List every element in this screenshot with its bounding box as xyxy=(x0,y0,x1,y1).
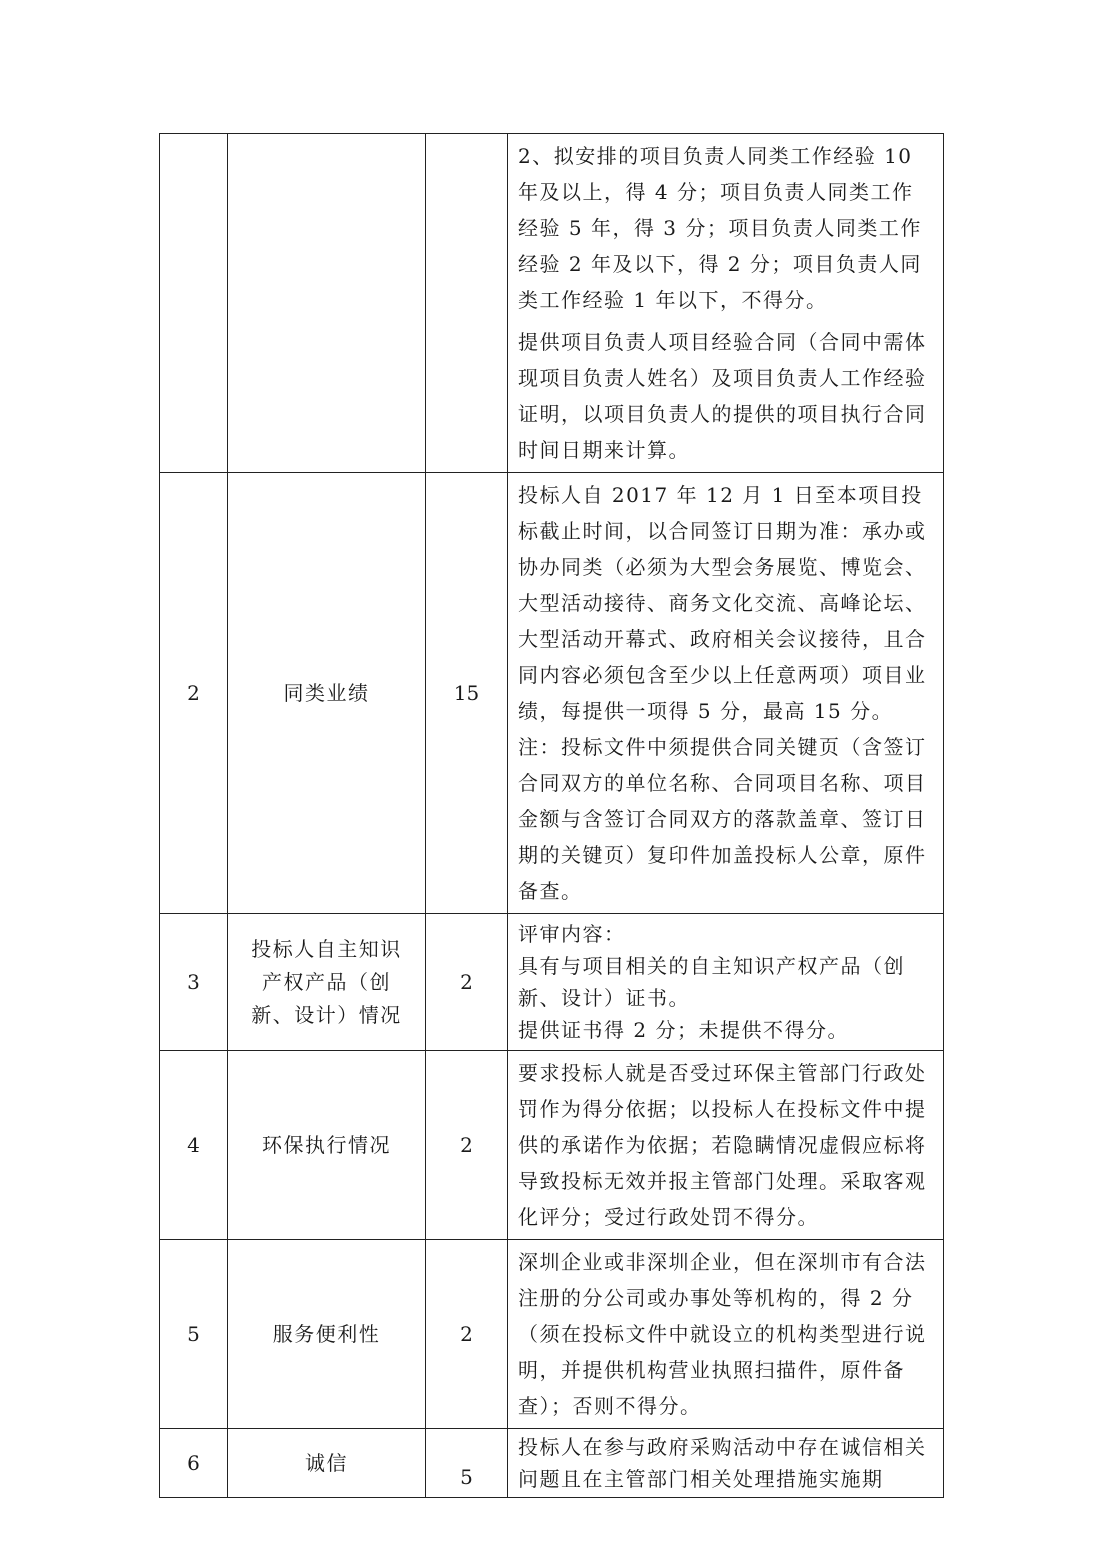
row-item xyxy=(228,134,426,473)
table-row xyxy=(160,473,944,914)
table-row xyxy=(160,1429,944,1498)
criteria-paragraph: 2、拟安排的项目负责人同类工作经验 10 年及以上，得 4 分；项目负责人同类工作经验 5 年，得 3 分；项目负责人同类工作经验 2 年及以下，得 2 分；项目负责人同类工作经验 1 年以下，不得分。 xyxy=(518,144,922,312)
criteria-paragraph: 注：投标文件中须提供合同关键页（含签订合同双方的单位名称、合同项目名称、项目金额与含签订合同双方的落款盖章、签订日期的关键页）复印件加盖投标人公章，原件备查。 xyxy=(518,735,927,903)
criteria-paragraph: 提供证书得 2 分；未提供不得分。 xyxy=(518,1018,849,1042)
row-criteria xyxy=(508,473,944,914)
row-score: 15 xyxy=(426,473,508,914)
row-score xyxy=(426,134,508,473)
row-item: 服务便利性 xyxy=(228,1240,426,1429)
criteria-paragraph: 具有与项目相关的自主知识产权产品（创新、设计）证书。 xyxy=(518,954,905,1010)
row-number: 6 xyxy=(160,1429,228,1498)
table-row xyxy=(160,134,944,473)
criteria-paragraph: 要求投标人就是否受过环保主管部门行政处罚作为得分依据；以投标人在投标文件中提供的承诺作为依据；若隐瞒情况虚假应标将导致投标无效并报主管部门处理。采取客观化评分；受过行政处罚不得分。 xyxy=(518,1061,927,1229)
row-number: 5 xyxy=(160,1240,228,1429)
row-score-value: 5 xyxy=(460,1465,473,1489)
criteria-paragraph: 提供项目负责人项目经验合同（合同中需体现项目负责人姓名）及项目负责人工作经验证明，以项目负责人的提供的项目执行合同时间日期来计算。 xyxy=(518,330,927,462)
criteria-paragraph: 深圳企业或非深圳企业，但在深圳市有合法注册的分公司或办事处等机构的，得 2 分（须在投标文件中就设立的机构类型进行说明，并提供机构营业执照扫描件，原件备查）；否则不得分。 xyxy=(518,1250,927,1418)
row-criteria xyxy=(508,1051,944,1240)
row-item: 环保执行情况 xyxy=(228,1051,426,1240)
scoring-table xyxy=(159,133,944,1498)
criteria-paragraph: 投标人在参与政府采购活动中存在诚信相关问题且在主管部门相关处理措施实施期 xyxy=(518,1435,927,1491)
row-item: 投标人自主知识产权产品（创新、设计）情况 xyxy=(228,914,426,1051)
row-number: 3 xyxy=(160,914,228,1051)
row-score: 2 xyxy=(426,1240,508,1429)
row-criteria xyxy=(508,914,944,1051)
row-number: 4 xyxy=(160,1051,228,1240)
row-item: 诚信 xyxy=(228,1429,426,1498)
row-criteria xyxy=(508,134,944,473)
table-row xyxy=(160,1051,944,1240)
criteria-paragraph: 投标人自 2017 年 12 月 1 日至本项目投标截止时间，以合同签订日期为准：承办或协办同类（必须为大型会务展览、博览会、大型活动接待、商务文化交流、高峰论坛、大型活动开幕式、政府相关会议接待，且合同内容必须包含至少以上任意两项）项目业绩，每提供一项得 5 分，最高 15 分。 xyxy=(518,483,927,723)
criteria-paragraph: 评审内容： xyxy=(518,922,626,946)
row-score xyxy=(426,1429,508,1498)
table-row xyxy=(160,1240,944,1429)
row-criteria xyxy=(508,1429,944,1498)
row-score: 2 xyxy=(426,1051,508,1240)
row-number: 2 xyxy=(160,473,228,914)
row-score: 2 xyxy=(426,914,508,1051)
row-item: 同类业绩 xyxy=(228,473,426,914)
row-number xyxy=(160,134,228,473)
row-criteria xyxy=(508,1240,944,1429)
table-row xyxy=(160,914,944,1051)
